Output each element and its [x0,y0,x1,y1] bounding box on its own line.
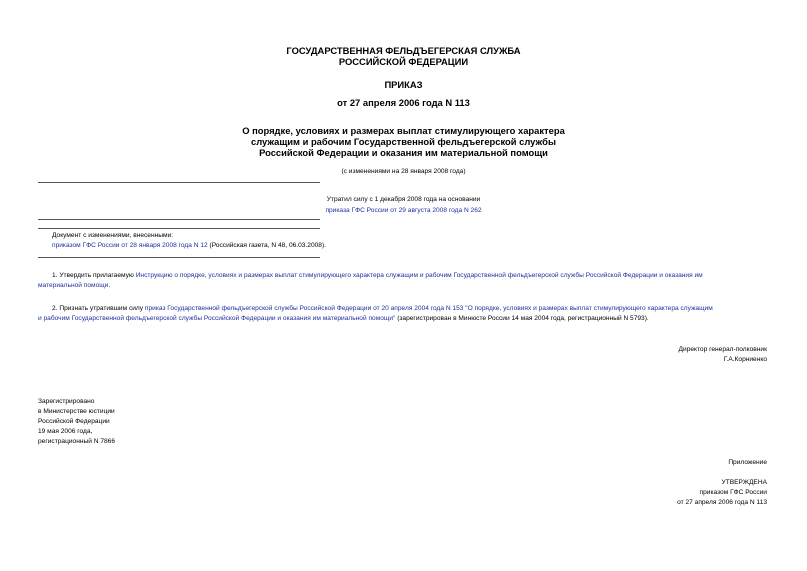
registration-line2: в Министерстве юстиции [38,408,115,415]
registration-line3: Российской Федерации [38,418,110,425]
paragraph-1-suffix: . [108,282,111,289]
document-type: ПРИКАЗ [384,79,423,90]
document-title-line3: Российской Федерации и оказания им материальной помощи [259,147,548,158]
lost-force-link-row [0,205,807,216]
registration-line4: 19 мая 2006 года, [38,428,93,435]
appendix-approved: УТВЕРЖДЕНА [721,479,767,486]
appendix-label: Приложение [728,459,767,466]
appendix-date: от 27 апреля 2006 года N 113 [677,499,767,506]
changes-intro: Документ с изменениями, внесенными: [52,232,174,239]
agency-name-line2: РОССИЙСКОЙ ФЕДЕРАЦИИ [338,56,469,67]
paragraph-1-line1 [52,270,703,281]
divider-line [38,257,320,258]
changes-row [52,240,326,251]
paragraph-1-prefix: 1. Утвердить прилагаемую [52,272,136,279]
signer-position: Директор генерал-полковник [678,346,767,353]
repealed-order-link[interactable]: приказ Государственной фельдъегерской службы Российской Федерации от 20 апреля 2004 года N 153 "О порядке, условиях и размерах выплат стимулирующего характера служащим [144,305,713,312]
instruction-link[interactable]: Инструкцию о порядке, условиях и размерах выплат стимулирующего характера служащим и рабочим Государственной фельдъегерской службы Российской Федерации и оказания им [135,272,703,279]
registration-line5: регистрационный N 7866 [38,438,116,445]
instruction-link-continued[interactable]: материальной помощи [38,282,109,289]
repealed-order-link-continued[interactable]: и рабочим Государственной фельдъегерской службы Российской Федерации и оказания им материальной помощи" [38,315,396,322]
document-title-line2: служащим и рабочим Государственной фельдъегерской службы [251,136,556,147]
document-title-line1: О порядке, условиях и размерах выплат стимулирующего характера [242,125,565,136]
document-date-number: от 27 апреля 2006 года N 113 [337,97,470,108]
divider-line [38,228,320,229]
changes-order-link[interactable]: приказом ГФС России от 28 января 2008 года N 12 [52,242,208,249]
lost-force-order-link[interactable]: приказа ГФС России от 29 августа 2008 года N 262 [325,207,482,214]
divider-line [38,219,320,220]
amendment-note: (с изменениями на 28 января 2008 года) [341,168,466,175]
changes-source: (Российская газета, N 48, 06.03.2008). [207,242,326,249]
paragraph-2-prefix: 2. Признать утратившим силу [52,305,145,312]
lost-force-text: Утратил силу с 1 декабря 2008 года на основании [326,196,481,203]
signer-name: Г.А.Корниенко [723,356,767,363]
paragraph-2-suffix: (зарегистрирован в Минюсте России 14 мая 2004 года, регистрационный N 5793). [395,315,649,322]
divider-line [38,182,320,183]
paragraph-2-line2 [38,313,649,324]
appendix-by-order: приказом ГФС России [699,489,767,496]
registration-line1: Зарегистрировано [38,398,95,405]
agency-name-line1: ГОСУДАРСТВЕННАЯ ФЕЛЬДЪЕГЕРСКАЯ СЛУЖБА [286,45,521,56]
paragraph-1-line2 [38,280,110,291]
